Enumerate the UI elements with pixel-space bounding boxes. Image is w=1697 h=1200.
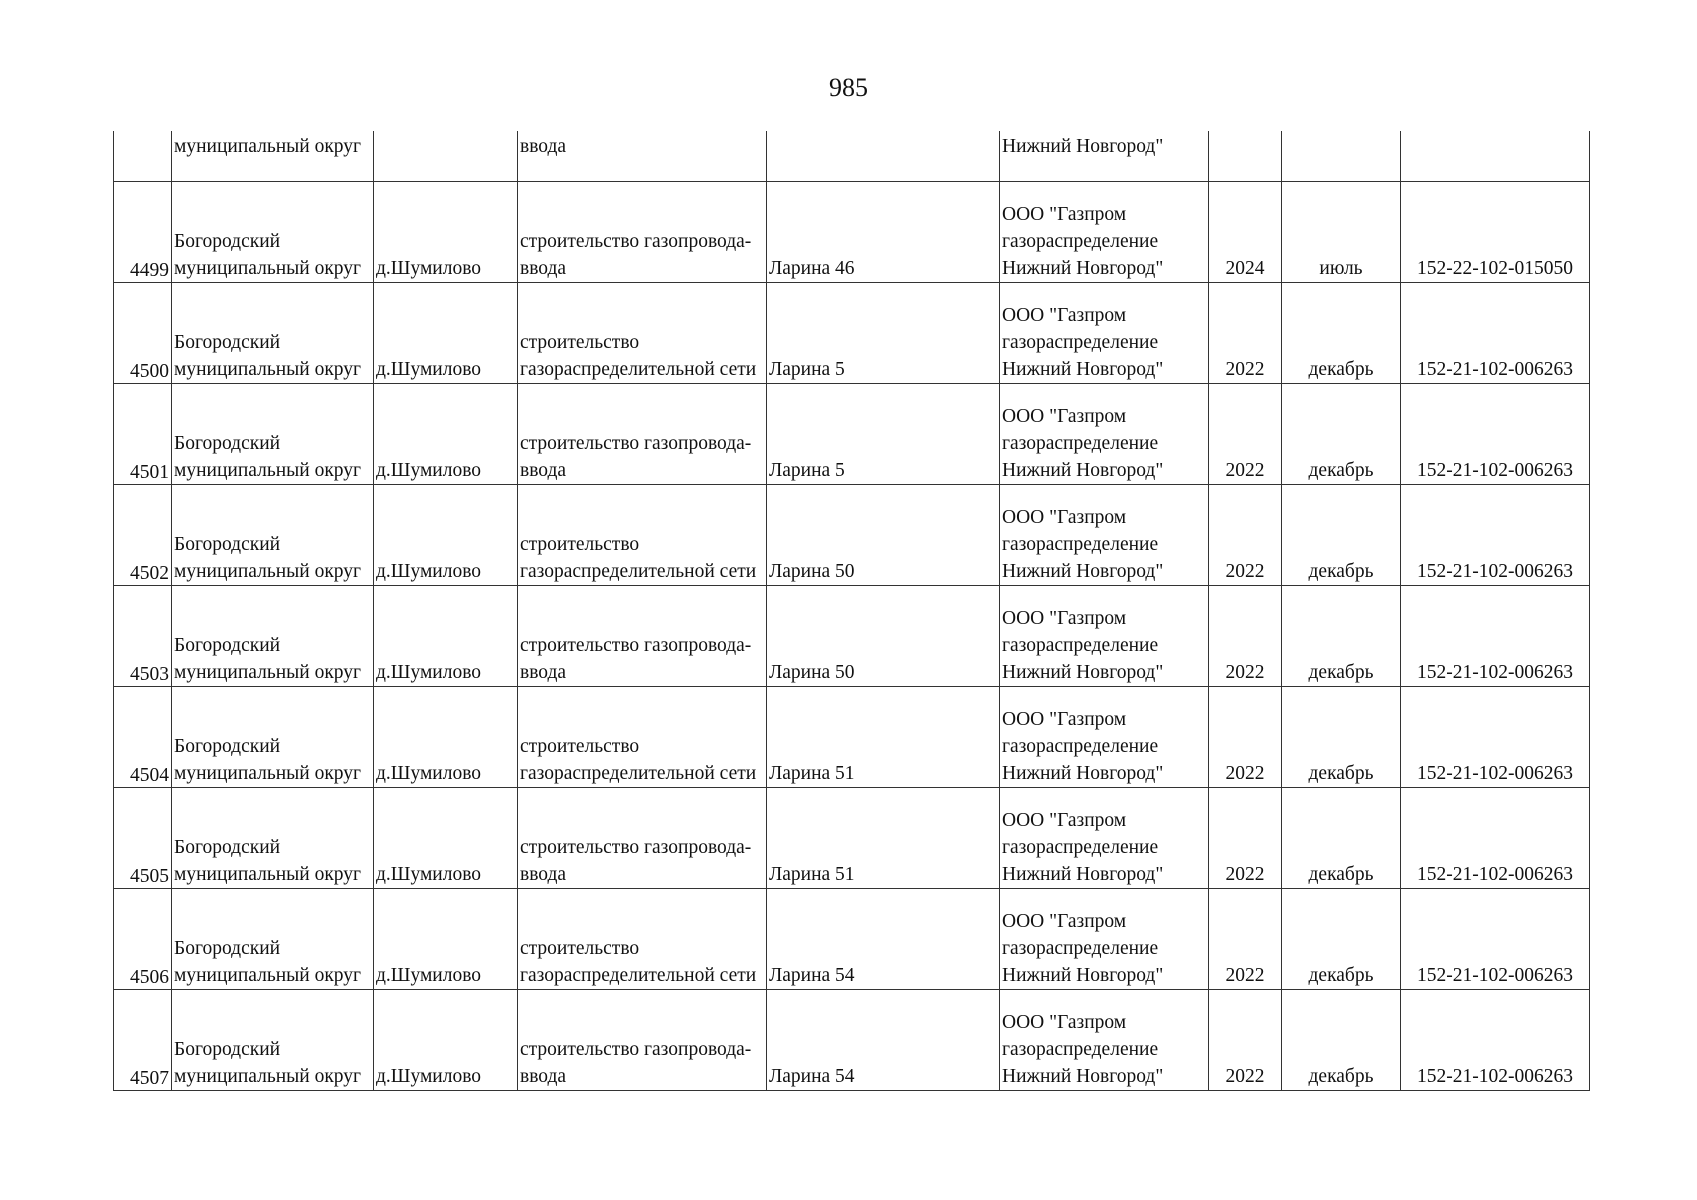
cell-operator — [1000, 384, 1209, 485]
cell-id — [1401, 687, 1590, 788]
cell-address — [767, 788, 1000, 889]
operator-line: ООО "Газпром — [1002, 406, 1127, 427]
cell-id — [1401, 485, 1590, 586]
object-id: 152-22-102-015050 — [1417, 258, 1573, 279]
year: 2022 — [1225, 359, 1265, 380]
work-type-line: строительство — [520, 332, 640, 353]
cell-address — [767, 485, 1000, 586]
work-type-line: газораспределительной сети — [520, 359, 757, 380]
cell-month — [1282, 485, 1401, 586]
cell-district: муниципальный округ — [172, 131, 374, 182]
district-line: муниципальный округ — [174, 965, 362, 986]
cell-district — [172, 586, 374, 687]
address: Ларина 51 — [769, 763, 855, 784]
address: Ларина 50 — [769, 561, 855, 582]
cell-month — [1282, 283, 1401, 384]
district-line: Богородский — [174, 635, 281, 656]
cell-address — [767, 990, 1000, 1091]
operator-line: газораспределение — [1002, 837, 1159, 858]
cell-year — [1209, 182, 1282, 283]
work-type-line: строительство — [520, 938, 640, 959]
settlement: д.Шумилово — [376, 1066, 482, 1087]
cell-operator — [1000, 990, 1209, 1091]
operator-line: ООО "Газпром — [1002, 608, 1127, 629]
operator-line: Нижний Новгород" — [1002, 965, 1164, 986]
work-type-line: строительство — [520, 736, 640, 757]
month: декабрь — [1308, 965, 1374, 986]
row-number: 4503 — [130, 664, 169, 685]
object-id: 152-21-102-006263 — [1417, 359, 1573, 380]
district-line: Богородский — [174, 1039, 281, 1060]
address: Ларина 54 — [769, 965, 855, 986]
district-line: Богородский — [174, 534, 281, 555]
year: 2024 — [1225, 258, 1265, 279]
table-row-continued — [114, 131, 1590, 182]
cell-work-type: ввода — [518, 131, 767, 182]
cell-operator — [1000, 586, 1209, 687]
operator-line: газораспределение — [1002, 332, 1159, 353]
cell-work-type — [518, 485, 767, 586]
cell-num — [114, 384, 172, 485]
object-id: 152-21-102-006263 — [1417, 1066, 1573, 1087]
cell-id — [1401, 384, 1590, 485]
cell-num — [114, 586, 172, 687]
row-number: 4499 — [130, 260, 169, 281]
district-line: муниципальный округ — [174, 359, 362, 380]
operator-line: Нижний Новгород" — [1002, 561, 1164, 582]
district-line: муниципальный округ — [174, 864, 362, 885]
cell-operator — [1000, 182, 1209, 283]
district-line: муниципальный округ — [174, 258, 362, 279]
work-type-line: ввода — [520, 1066, 567, 1087]
cell-id — [1401, 586, 1590, 687]
table-row — [114, 788, 1590, 889]
cell-district — [172, 182, 374, 283]
page-number: 985 — [829, 73, 868, 102]
row-number: 4504 — [130, 765, 169, 786]
district-line: Богородский — [174, 332, 281, 353]
cell-num — [114, 990, 172, 1091]
cell-operator: Нижний Новгород" — [1000, 131, 1209, 182]
table-row — [114, 384, 1590, 485]
work-type-line: строительство газопровода- — [520, 231, 752, 252]
row-number: 4500 — [130, 361, 169, 382]
cell-settlement — [374, 485, 518, 586]
operator-line: ООО "Газпром — [1002, 305, 1127, 326]
operator-line: газораспределение — [1002, 1039, 1159, 1060]
cell-month — [1282, 687, 1401, 788]
address: Ларина 5 — [769, 359, 845, 380]
cell-month — [1282, 990, 1401, 1091]
month: декабрь — [1308, 460, 1374, 481]
cell-operator — [1000, 485, 1209, 586]
work-type-line: газораспределительной сети — [520, 763, 757, 784]
table-body — [114, 131, 1590, 1091]
cell-district — [172, 384, 374, 485]
operator-line: Нижний Новгород" — [1002, 1066, 1164, 1087]
settlement: д.Шумилово — [376, 359, 482, 380]
cell-month — [1282, 586, 1401, 687]
cell-district — [172, 687, 374, 788]
object-id: 152-21-102-006263 — [1417, 864, 1573, 885]
object-id: 152-21-102-006263 — [1417, 662, 1573, 683]
object-id: 152-21-102-006263 — [1417, 763, 1573, 784]
address: Ларина 46 — [769, 258, 855, 279]
month: декабрь — [1308, 662, 1374, 683]
cell-address — [767, 687, 1000, 788]
cell-work-type — [518, 182, 767, 283]
operator-line: газораспределение — [1002, 938, 1159, 959]
operator-line: Нижний Новгород" — [1002, 359, 1164, 380]
cell-settlement — [374, 131, 518, 182]
work-type-line: ввода — [520, 864, 567, 885]
district-line: муниципальный округ — [174, 1066, 362, 1087]
settlement: д.Шумилово — [376, 662, 482, 683]
cell-year — [1209, 788, 1282, 889]
cell-address — [767, 131, 1000, 182]
district-line: муниципальный округ — [174, 460, 362, 481]
settlement: д.Шумилово — [376, 864, 482, 885]
row-number: 4502 — [130, 563, 169, 584]
cell-id — [1401, 990, 1590, 1091]
cell-address — [767, 889, 1000, 990]
operator-line: газораспределение — [1002, 736, 1159, 757]
operator-line: Нижний Новгород" — [1002, 864, 1164, 885]
cell-address — [767, 182, 1000, 283]
district-line: муниципальный округ — [174, 662, 362, 683]
address: Ларина 50 — [769, 662, 855, 683]
cell-work-type — [518, 788, 767, 889]
cell-operator — [1000, 788, 1209, 889]
cell-work-type — [518, 586, 767, 687]
operator-line: Нижний Новгород" — [1002, 460, 1164, 481]
cell-work-type — [518, 990, 767, 1091]
work-type-line: газораспределительной сети — [520, 965, 757, 986]
cell-district — [172, 990, 374, 1091]
work-type-line: строительство газопровода- — [520, 837, 752, 858]
operator-line: ООО "Газпром — [1002, 507, 1127, 528]
table-row — [114, 687, 1590, 788]
operator-line: газораспределение — [1002, 534, 1159, 555]
district-line: муниципальный округ — [174, 561, 362, 582]
cell-year — [1209, 990, 1282, 1091]
work-type-line: ввода — [520, 460, 567, 481]
gas-works-table — [113, 131, 1590, 1091]
address: Ларина 51 — [769, 864, 855, 885]
cell-work-type — [518, 283, 767, 384]
year: 2022 — [1225, 763, 1265, 784]
settlement: д.Шумилово — [376, 965, 482, 986]
operator-line: ООО "Газпром — [1002, 1012, 1127, 1033]
object-id: 152-21-102-006263 — [1417, 460, 1573, 481]
month: декабрь — [1308, 359, 1374, 380]
table-row — [114, 283, 1590, 384]
cell-month — [1282, 384, 1401, 485]
month: июль — [1319, 258, 1363, 279]
cell-district — [172, 485, 374, 586]
cell-settlement — [374, 283, 518, 384]
cell-num — [114, 283, 172, 384]
district-line: Богородский — [174, 837, 281, 858]
row-number: 4505 — [130, 866, 169, 887]
cell-work-type — [518, 889, 767, 990]
cell-id — [1401, 889, 1590, 990]
cell-id — [1401, 283, 1590, 384]
cell-id — [1401, 788, 1590, 889]
cell-num — [114, 889, 172, 990]
cell-month — [1282, 889, 1401, 990]
cell-address — [767, 586, 1000, 687]
object-id: 152-21-102-006263 — [1417, 965, 1573, 986]
table-row — [114, 990, 1590, 1091]
work-type-line: строительство газопровода- — [520, 433, 752, 454]
month: декабрь — [1308, 864, 1374, 885]
cell-num — [114, 182, 172, 283]
cell-month — [1282, 131, 1401, 182]
address: Ларина 5 — [769, 460, 845, 481]
work-type-line: газораспределительной сети — [520, 561, 757, 582]
month: декабрь — [1308, 561, 1374, 582]
month: декабрь — [1308, 1066, 1374, 1087]
table-row — [114, 485, 1590, 586]
object-id: 152-21-102-006263 — [1417, 561, 1573, 582]
row-number: 4507 — [130, 1068, 169, 1089]
work-type-line: строительство газопровода- — [520, 1039, 752, 1060]
cell-num — [114, 788, 172, 889]
operator-line: газораспределение — [1002, 231, 1159, 252]
work-type-line: ввода — [520, 662, 567, 683]
settlement: д.Шумилово — [376, 763, 482, 784]
cell-year — [1209, 485, 1282, 586]
operator-line: ООО "Газпром — [1002, 911, 1127, 932]
table-row — [114, 889, 1590, 990]
cell-id — [1401, 131, 1590, 182]
district-line: Богородский — [174, 433, 281, 454]
address: Ларина 54 — [769, 1066, 855, 1087]
cell-id — [1401, 182, 1590, 283]
cell-year — [1209, 283, 1282, 384]
cell-year — [1209, 687, 1282, 788]
year: 2022 — [1225, 864, 1265, 885]
district-line: Богородский — [174, 736, 281, 757]
district-line: Богородский — [174, 938, 281, 959]
cell-address — [767, 384, 1000, 485]
year: 2022 — [1225, 965, 1265, 986]
operator-line: Нижний Новгород" — [1002, 662, 1164, 683]
settlement: д.Шумилово — [376, 460, 482, 481]
cell-month — [1282, 788, 1401, 889]
work-type-line: строительство — [520, 534, 640, 555]
settlement: д.Шумилово — [376, 561, 482, 582]
operator-line: газораспределение — [1002, 433, 1159, 454]
cell-year — [1209, 889, 1282, 990]
operator-line: газораспределение — [1002, 635, 1159, 656]
settlement: д.Шумилово — [376, 258, 482, 279]
cell-settlement — [374, 889, 518, 990]
cell-year — [1209, 586, 1282, 687]
cell-work-type — [518, 384, 767, 485]
cell-operator — [1000, 687, 1209, 788]
cell-address — [767, 283, 1000, 384]
cell-settlement — [374, 687, 518, 788]
work-type-line: строительство газопровода- — [520, 635, 752, 656]
cell-district — [172, 889, 374, 990]
month: декабрь — [1308, 763, 1374, 784]
year: 2022 — [1225, 662, 1265, 683]
operator-line: Нижний Новгород" — [1002, 763, 1164, 784]
cell-operator — [1000, 889, 1209, 990]
cell-year — [1209, 131, 1282, 182]
cell-year — [1209, 384, 1282, 485]
year: 2022 — [1225, 561, 1265, 582]
cell-district — [172, 283, 374, 384]
operator-line: ООО "Газпром — [1002, 810, 1127, 831]
row-number: 4501 — [130, 462, 169, 483]
cell-num — [114, 485, 172, 586]
cell-settlement — [374, 990, 518, 1091]
year: 2022 — [1225, 460, 1265, 481]
operator-line: ООО "Газпром — [1002, 709, 1127, 730]
work-type-line: ввода — [520, 258, 567, 279]
cell-settlement — [374, 586, 518, 687]
cell-settlement — [374, 788, 518, 889]
cell-settlement — [374, 384, 518, 485]
cell-settlement — [374, 182, 518, 283]
cell-work-type — [518, 687, 767, 788]
cell-month — [1282, 182, 1401, 283]
row-number: 4506 — [130, 967, 169, 988]
cell-num — [114, 131, 172, 182]
operator-line: Нижний Новгород" — [1002, 258, 1164, 279]
district-line: Богородский — [174, 231, 281, 252]
table-row — [114, 182, 1590, 283]
year: 2022 — [1225, 1066, 1265, 1087]
table-row — [114, 586, 1590, 687]
operator-line: ООО "Газпром — [1002, 204, 1127, 225]
district-line: муниципальный округ — [174, 763, 362, 784]
cell-num — [114, 687, 172, 788]
cell-operator — [1000, 283, 1209, 384]
cell-district — [172, 788, 374, 889]
